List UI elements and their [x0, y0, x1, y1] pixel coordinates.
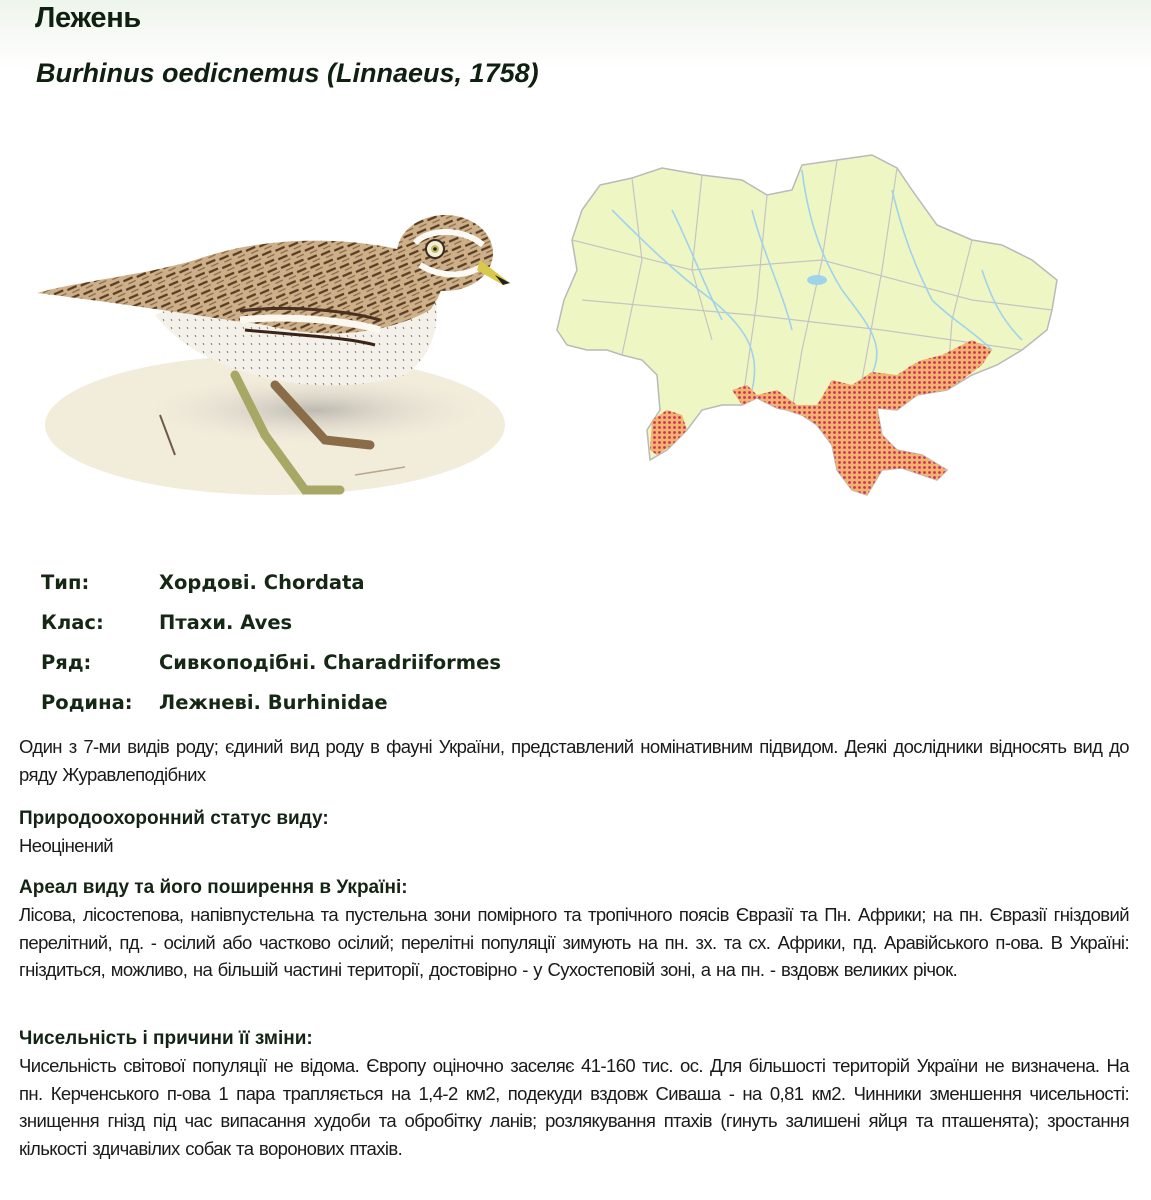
bird-drawing [25, 205, 515, 505]
taxonomy-value: Сивкоподібні. Charadriiformes [159, 650, 501, 674]
population-heading: Чисельність і причини її зміни: [19, 1028, 313, 1049]
taxonomy-label: Тип: [41, 570, 90, 594]
range-text: Лісова, лісостепова, напівпустельна та пустельна зони помірного та тропічного поясів Євразії та Пн. Африки; на пн. Євразії гніздовий перелітний, пд. - осілий або частково осілий; перелітні популяції зимують на пн. зх. та сх. Африки, пд. Аравійського п-ова. В Україні: гніздиться, можливо, на більшій частині території, достовірно - у Сухостеповій зоні, а на пн. - вздовж великих річок. [19, 904, 1129, 980]
taxonomy-label: Родина: [41, 690, 133, 714]
taxonomy-value: Лежневі. Burhinidae [159, 690, 388, 714]
taxonomy-row-order [41, 642, 501, 682]
taxonomy-table [41, 562, 501, 722]
taxonomy-value: Хордові. Chordata [159, 570, 365, 594]
taxonomy-label: Ряд: [41, 650, 92, 674]
bird-back [37, 241, 442, 334]
taxonomy-row-phylum [41, 562, 501, 602]
bird-illustration [25, 205, 515, 505]
intro-paragraph: Один з 7-ми видів роду; єдиний вид роду в фауні України, представлений номінативним підвидом. Деякі дослідники відносять вид до ряду Журавлеподібних [19, 736, 1129, 785]
taxonomy-value: Птахи. Aves [159, 610, 293, 634]
taxonomy-row-family [41, 682, 501, 722]
taxonomy-label: Клас: [41, 610, 104, 634]
conservation-status-text: Неоцінений [19, 835, 114, 856]
bird-head [397, 215, 493, 291]
range-map [552, 150, 1097, 520]
ukraine-map [552, 150, 1097, 520]
population-text: Чисельність світової популяції не відома. Європу оціночно заселяє 41-160 тис. ос. Для більшості територій України не визначена. На пн. Керченського п-ова 1 пара трапляється на 1,4-2 км2, подекуди вздовж Сиваша - на 0,81 км2. Чинники зменшення чисельності: знищення гнізд під час випасання худоби та обробітку ланів; розлякування птахів (гинуть залишені яйця та пташенята); зростання кількості здичавілих собак та воронових птахів. [19, 1055, 1129, 1159]
kyiv-reservoir [807, 275, 827, 285]
conservation-status-heading: Природоохоронний статус виду: [19, 808, 329, 829]
taxonomy-row-class [41, 602, 501, 642]
range-heading: Ареал виду та його поширення в Україні: [19, 877, 408, 898]
scientific-name: Burhinus oedicnemus (Linnaeus, 1758) [36, 58, 539, 88]
page-title: Лежень [35, 2, 141, 34]
